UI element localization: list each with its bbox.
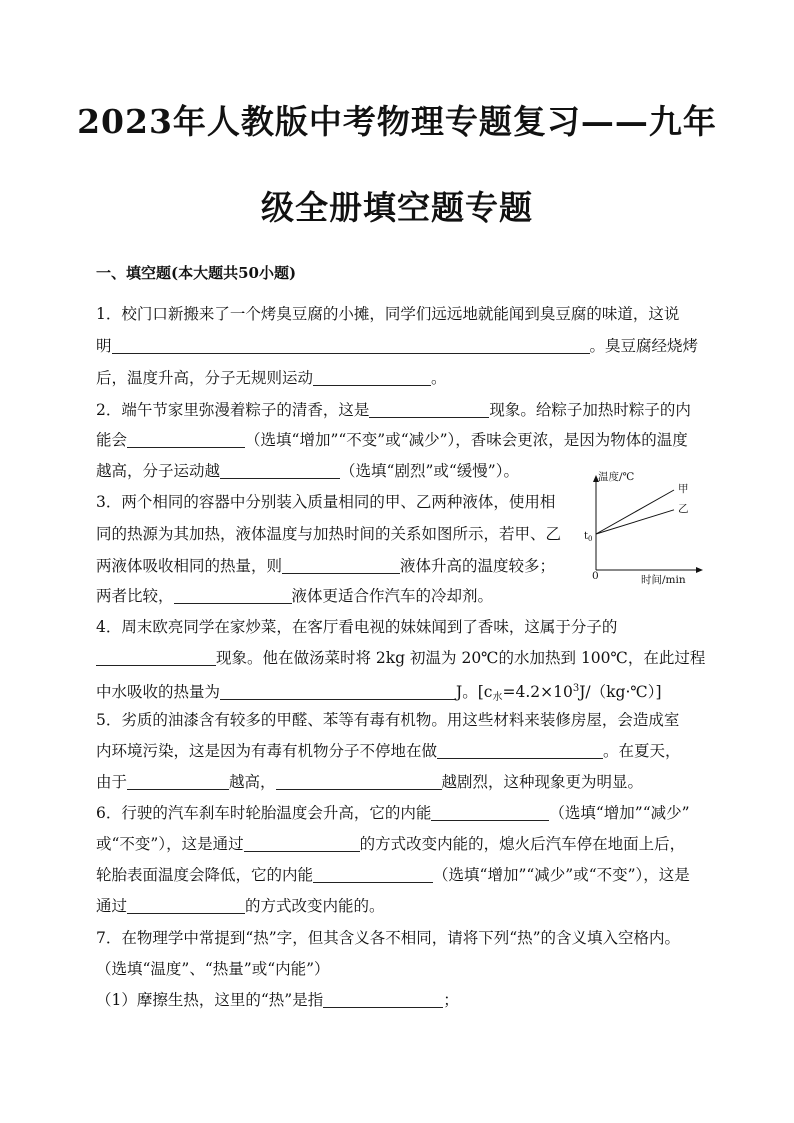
- q4-subscript: 水: [492, 692, 503, 703]
- q1-text: 。: [431, 369, 447, 387]
- q1-line-3: [96, 368, 447, 388]
- q7-blank-1[interactable]: [323, 991, 443, 1008]
- series-line-yi: [596, 510, 674, 534]
- q6-blank-1[interactable]: [431, 804, 549, 821]
- q1-text: 后，温度升高，分子无规则运动: [96, 369, 314, 387]
- q5-text: 。在夏天，: [603, 742, 681, 760]
- q2-text: 2．端午节家里弥漫着粽子的清香，这是: [96, 401, 370, 419]
- q6-text: 6．行驶的汽车刹车时轮胎温度会升高，它的内能: [96, 804, 432, 822]
- q4-text: J/（kg·℃）]: [579, 683, 662, 701]
- x-axis-arrow: [696, 567, 703, 573]
- q7-text: ；: [443, 991, 459, 1009]
- q3-blank-1[interactable]: [282, 557, 400, 574]
- temperature-time-chart: [578, 466, 718, 590]
- q4-text: 现象。他在做汤菜时将 2kg 初温为 20℃的水加热到 100℃，在此过程: [216, 649, 706, 667]
- q6-text: 的方式改变内能的。: [245, 897, 385, 915]
- q3-line-1: 3．两个相同的容器中分别装入质量相同的甲、乙两种液体，使用相: [96, 493, 556, 511]
- q5-text: 越剧烈，这种现象更为明显。: [441, 773, 644, 791]
- q6-text: 的方式改变内能的，熄火后汽车停在地面上后，: [359, 835, 686, 853]
- q1-blank-2[interactable]: [313, 369, 431, 386]
- q4-text: 中水吸收的热量为: [96, 683, 221, 701]
- q2-blank-3[interactable]: [220, 462, 340, 479]
- q3-line-3: [96, 556, 555, 576]
- q2-line-1: [96, 400, 691, 420]
- q1-line-1: 1．校门口新搬来了一个烤臭豆腐的小摊，同学们远远地就能闻到臭豆腐的味道，这说: [96, 305, 680, 323]
- q3-text: 液体更适合作汽车的冷却剂。: [291, 587, 494, 605]
- origin-label: 0: [592, 570, 599, 582]
- q6-blank-4[interactable]: [127, 897, 245, 914]
- q4-text: J。[c: [456, 683, 493, 701]
- t0-label-sub: 0: [588, 535, 593, 543]
- q4-blank-2[interactable]: [220, 683, 456, 700]
- q6-line-1: [96, 803, 690, 823]
- q5-text: 内环境污染，这是因为有毒有机物分子不停地在做: [96, 742, 438, 760]
- q5-blank-3[interactable]: [276, 773, 442, 790]
- q7-line-3: [96, 990, 459, 1010]
- series-label-jia: 甲: [678, 483, 689, 495]
- q6-blank-2[interactable]: [244, 835, 360, 852]
- q1-blank-1[interactable]: [112, 337, 590, 354]
- q6-blank-3[interactable]: [313, 866, 433, 883]
- q2-text: （选填“增加”“不变”或“减少”），香味会更浓，是因为物体的温度: [245, 431, 688, 449]
- q6-text: （选填“增加”“减少”或“不变”），这是: [433, 866, 690, 884]
- series-label-yi: 乙: [678, 502, 689, 515]
- t0-label: [584, 531, 593, 543]
- q3-text: 两者比较，: [96, 587, 174, 605]
- q5-line-3: [96, 772, 643, 792]
- series-line-jia: [596, 490, 674, 534]
- q2-text: 能会: [96, 431, 128, 449]
- q2-text: 现象。给粽子加热时粽子的内: [489, 401, 691, 419]
- x-axis-label: 时间/min: [641, 574, 686, 586]
- q5-text: 越高，: [229, 773, 276, 791]
- q6-line-2: [96, 834, 685, 854]
- q5-text: 由于: [96, 773, 128, 791]
- q3-text: 两液体吸收相同的热量，则: [96, 557, 283, 575]
- q4-line-1: 4．周末欧亮同学在家炒菜，在客厅看电视的妹妹闻到了香味，这属于分子的: [96, 618, 618, 636]
- q3-line-4: [96, 586, 493, 606]
- q6-text: 轮胎表面温度会降低，它的内能: [96, 866, 314, 884]
- q1-text: 明: [96, 337, 112, 355]
- q4-text: =4.2×10: [502, 683, 573, 701]
- q5-line-1: 5．劣质的油漆含有较多的甲醛、苯等有毒有机物。用这些材料来装修房屋，会造成室: [96, 711, 680, 729]
- q4-line-2: [96, 648, 705, 668]
- title-line-2: 级全册填空题专题: [261, 188, 533, 227]
- q2-blank-2[interactable]: [127, 431, 245, 448]
- q3-text: 液体升高的温度较多；: [400, 557, 556, 575]
- q3-blank-2[interactable]: [174, 587, 292, 604]
- q2-line-2: [96, 430, 688, 450]
- q2-text: （选填“剧烈”或“缓慢”）。: [340, 462, 519, 480]
- q2-blank-1[interactable]: [369, 401, 489, 418]
- q2-line-3: [96, 461, 519, 481]
- q6-line-4: [96, 896, 385, 916]
- q4-superscript: 3: [572, 683, 580, 694]
- q5-blank-1[interactable]: [437, 742, 603, 759]
- t0-label-main: t: [584, 531, 589, 542]
- q6-text: （选填“增加”“减少”: [549, 804, 690, 822]
- section-heading: 一、填空题(本大题共50小题): [96, 264, 297, 282]
- q2-text: 越高，分子运动越: [96, 462, 221, 480]
- q1-text: 。臭豆腐经烧烤: [589, 337, 699, 355]
- q5-line-2: [96, 741, 681, 761]
- q6-text: 或“不变”），这是通过: [96, 835, 244, 853]
- title-line-1: 2023年人教版中考物理专题复习——九年: [77, 102, 717, 141]
- q3-line-2: 同的热源为其加热，液体温度与加热时间的关系如图所示，若甲、乙: [96, 525, 562, 543]
- q4-blank-1[interactable]: [96, 649, 216, 666]
- q7-text: （1）摩擦生热，这里的“热”是指: [96, 991, 324, 1009]
- q1-line-2: [96, 336, 698, 356]
- q7-line-2: （选填“温度”、“热量”或“内能”）: [96, 960, 330, 978]
- q6-line-3: [96, 865, 690, 885]
- q4-line-3: [96, 679, 662, 708]
- q6-text: 通过: [96, 897, 128, 915]
- q7-line-1: 7．在物理学中常提到“热”字，但其含义各不相同，请将下列“热”的含义填入空格内。: [96, 929, 681, 947]
- y-axis-label: 温度/℃: [598, 471, 635, 483]
- q5-blank-2[interactable]: [127, 773, 229, 790]
